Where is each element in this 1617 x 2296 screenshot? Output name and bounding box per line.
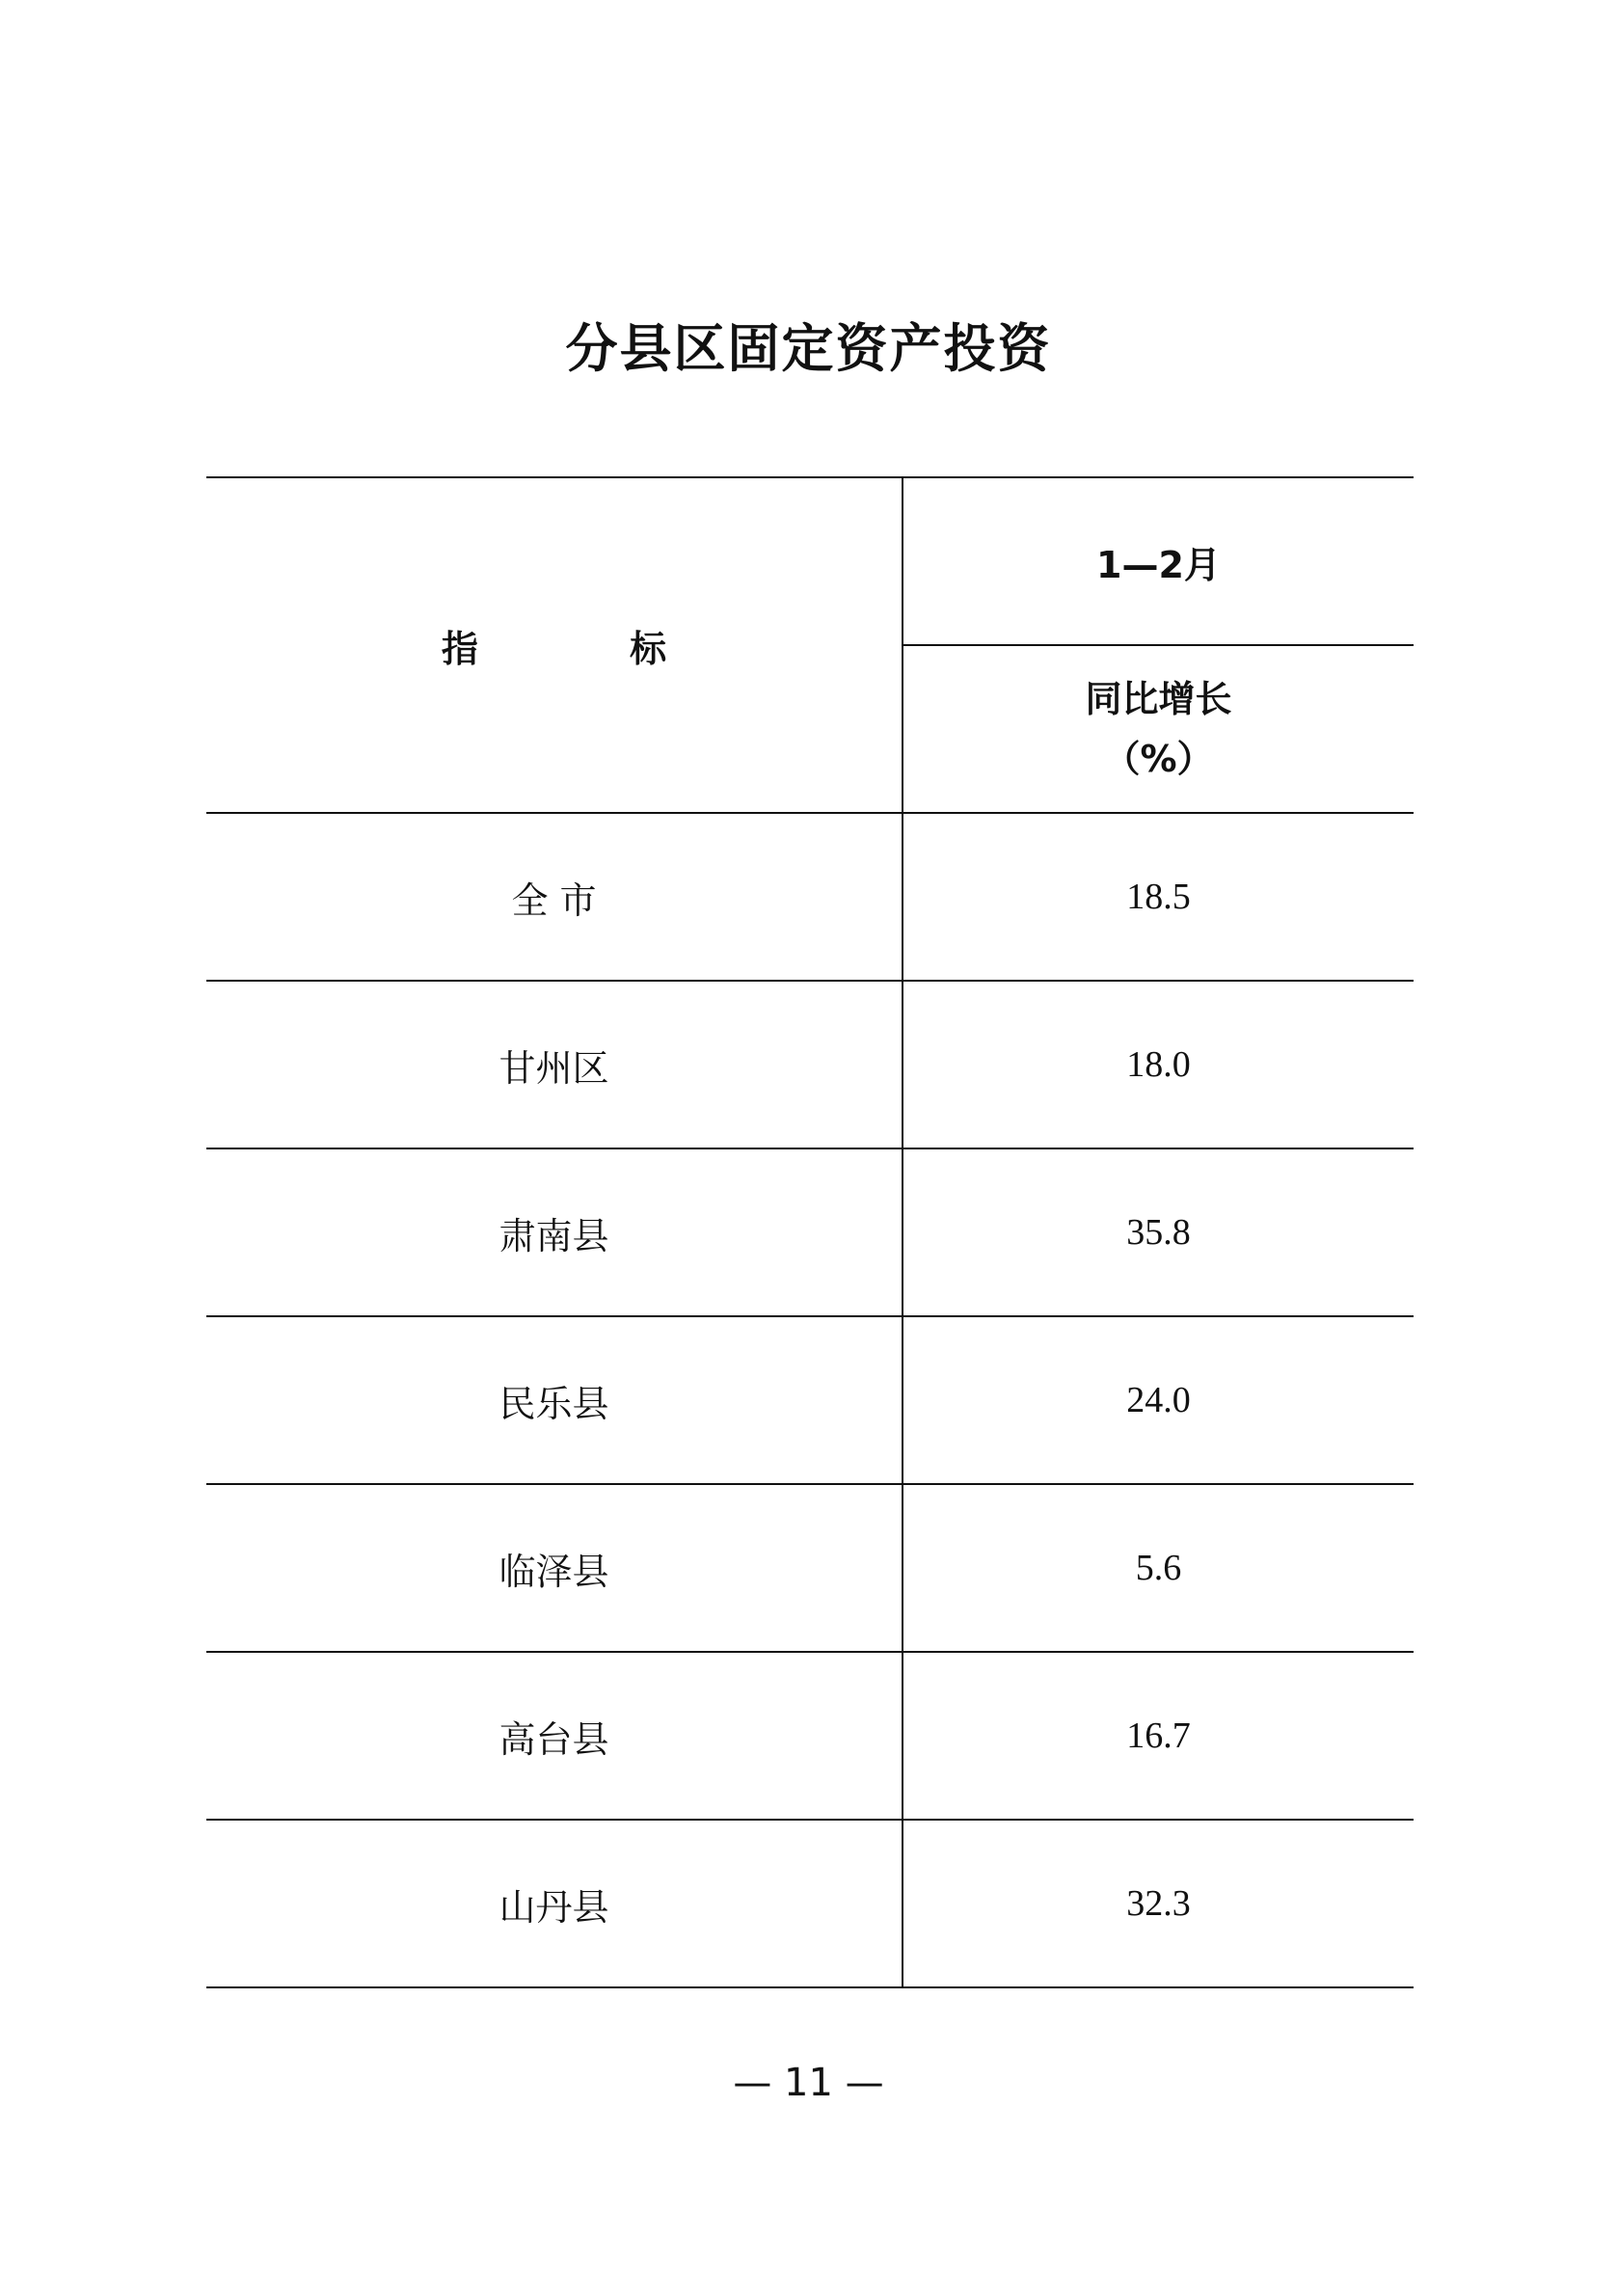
- region-name: 甘州区: [206, 981, 903, 1148]
- region-name: 肃南县: [206, 1148, 903, 1316]
- table-row: [206, 1316, 1414, 1484]
- growth-value: 18.5: [903, 813, 1414, 981]
- table-row: [206, 1148, 1414, 1316]
- page-number: — 11 —: [733, 2061, 884, 2105]
- growth-value: 5.6: [903, 1484, 1414, 1652]
- growth-value: 16.7: [903, 1652, 1414, 1820]
- indicator-header-cell: [206, 477, 903, 813]
- table-row: [206, 1484, 1414, 1652]
- table-row: [206, 981, 1414, 1148]
- table-row: [206, 1820, 1414, 1987]
- indicator-header: 指 标: [441, 627, 737, 670]
- growth-header: 同比增长: [1085, 678, 1232, 720]
- region-name: 民乐县: [206, 1316, 903, 1484]
- table-row: [206, 813, 1414, 981]
- region-name: 高台县: [206, 1652, 903, 1820]
- growth-value: 32.3: [903, 1820, 1414, 1987]
- growth-header-cell: [903, 645, 1414, 813]
- period-header-cell: [903, 477, 1414, 645]
- investment-table: [206, 476, 1414, 1988]
- unit-header: （%）: [1103, 738, 1214, 780]
- region-name: 临泽县: [206, 1484, 903, 1652]
- page-title: 分县区固定资产投资: [565, 318, 1052, 379]
- region-name: 全 市: [206, 813, 903, 981]
- growth-value: 18.0: [903, 981, 1414, 1148]
- table-header-row: [206, 477, 1414, 645]
- region-name: 山丹县: [206, 1820, 903, 1987]
- period-header: 1—2月: [1096, 543, 1221, 586]
- growth-value: 24.0: [903, 1316, 1414, 1484]
- growth-value: 35.8: [903, 1148, 1414, 1316]
- table-row: [206, 1652, 1414, 1820]
